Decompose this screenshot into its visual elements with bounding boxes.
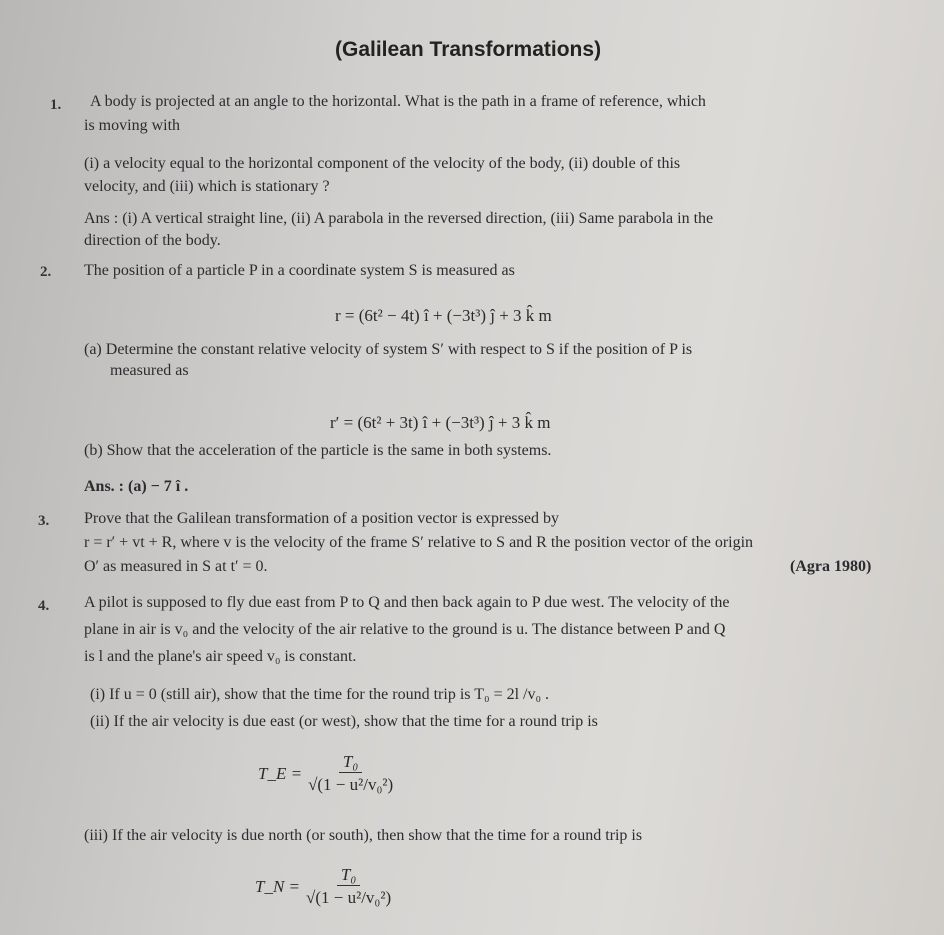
q1-line4: velocity, and (iii) which is stationary ? — [84, 178, 330, 195]
q2-equation-r-prime: r′ = (6t² + 3t) î + (−3t³) ĵ + 3 k̂ m — [330, 413, 551, 432]
tn-denominator: √(1 − u²/v₀²) — [306, 888, 392, 907]
q4-part-ii: (ii) If the air velocity is due east (or west), show that the time for a round trip is — [90, 713, 598, 730]
tn-lhs: T_N = — [255, 876, 301, 896]
q2-number: 2. — [40, 264, 52, 280]
te-denominator: √(1 − u²/v₀²) — [308, 775, 394, 794]
q4-line1: A pilot is supposed to fly due east from P to Q and then back again to P due west. The velocity of the — [84, 594, 730, 611]
q4-part-iii: (iii) If the air velocity is due north (or south), then show that the time for a round trip is — [84, 827, 643, 844]
q1-answer-line1: Ans : (i) A vertical straight line, (ii) A parabola in the reversed direction, (iii) Same parabola in the — [84, 210, 714, 227]
q2-part-b: (b) Show that the acceleration of the particle is the same in both systems. — [84, 442, 552, 459]
q4-line2: plane in air is v₀ and the velocity of the air relative to the ground is u. The distance between P and Q — [84, 621, 726, 638]
tn-numerator: T₀ — [337, 865, 360, 886]
q2-line: The position of a particle P in a coordinate system S is measured as — [84, 262, 515, 279]
q1-line1: A body is projected at an angle to the horizontal. What is the path in a frame of reference, which — [90, 93, 706, 110]
q3-source: (Agra 1980) — [790, 558, 872, 575]
q1-line3: (i) a velocity equal to the horizontal component of the velocity of the body, (ii) double of this — [84, 155, 681, 172]
q4-line3: is l and the plane's air speed v₀ is constant. — [84, 648, 357, 665]
q2-part-a-line2: measured as — [110, 362, 189, 379]
q2-answer: Ans. : (a) − 7 î . — [84, 478, 189, 495]
te-numerator: T₀ — [339, 752, 362, 773]
te-fraction — [308, 752, 393, 795]
q4-number: 4. — [38, 598, 50, 614]
equation-te — [258, 752, 393, 795]
tn-fraction — [306, 865, 391, 908]
q1-answer-line2: direction of the body. — [84, 232, 221, 249]
equation-tn — [255, 865, 391, 908]
q3-line3: O′ as measured in S at t′ = 0. — [84, 558, 268, 575]
page-title: (Galilean Transformations) — [335, 38, 602, 61]
q2-part-a-line1: (a) Determine the constant relative velocity of system S′ with respect to S if the position of P is — [84, 341, 693, 358]
q1-line2: is moving with — [84, 117, 181, 134]
q1-number: 1. — [50, 97, 62, 113]
q4-part-i: (i) If u = 0 (still air), show that the time for the round trip is T₀ = 2l /v₀ . — [90, 686, 550, 703]
q3-line2: r = r′ + vt + R, where v is the velocity of the frame S′ relative to S and R the position vector of the origin — [84, 534, 754, 551]
q3-number: 3. — [38, 513, 50, 529]
q2-equation-r: r = (6t² − 4t) î + (−3t³) ĵ + 3 k̂ m — [335, 306, 552, 325]
q3-line1: Prove that the Galilean transformation of a position vector is expressed by — [84, 510, 559, 527]
te-lhs: T_E = — [258, 763, 303, 783]
